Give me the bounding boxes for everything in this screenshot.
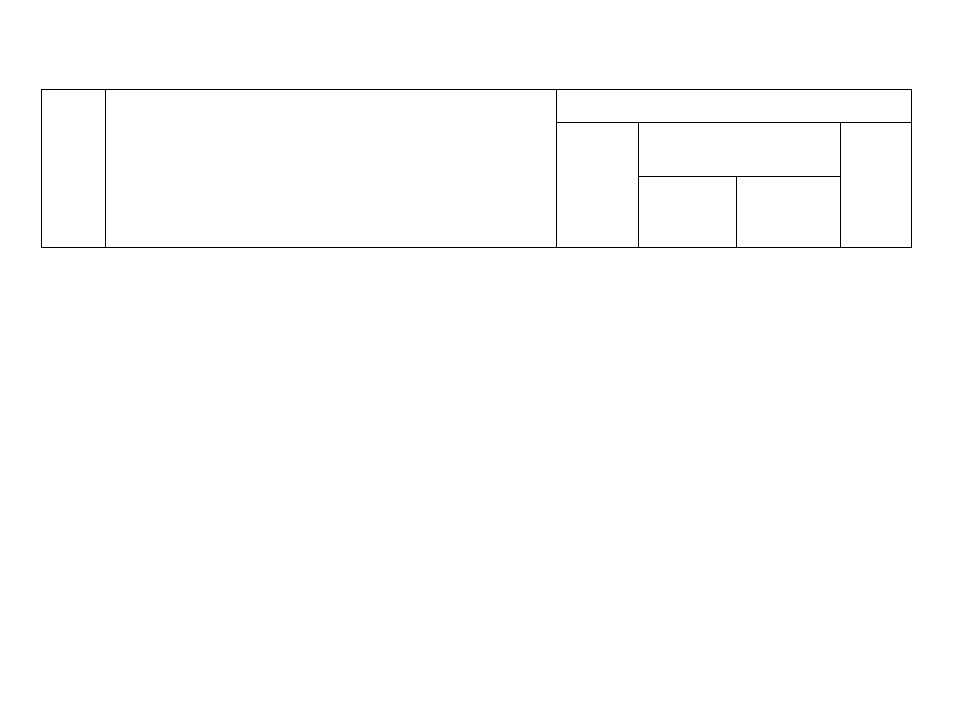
header-name <box>106 90 557 248</box>
header-auditorium <box>639 123 841 177</box>
header-total <box>557 123 639 248</box>
header-seminars <box>737 177 841 248</box>
header-hours <box>557 90 912 123</box>
header-lectures <box>639 177 737 248</box>
header-num <box>42 90 106 248</box>
thematic-plan-table <box>41 89 912 248</box>
header-srs <box>841 123 912 248</box>
